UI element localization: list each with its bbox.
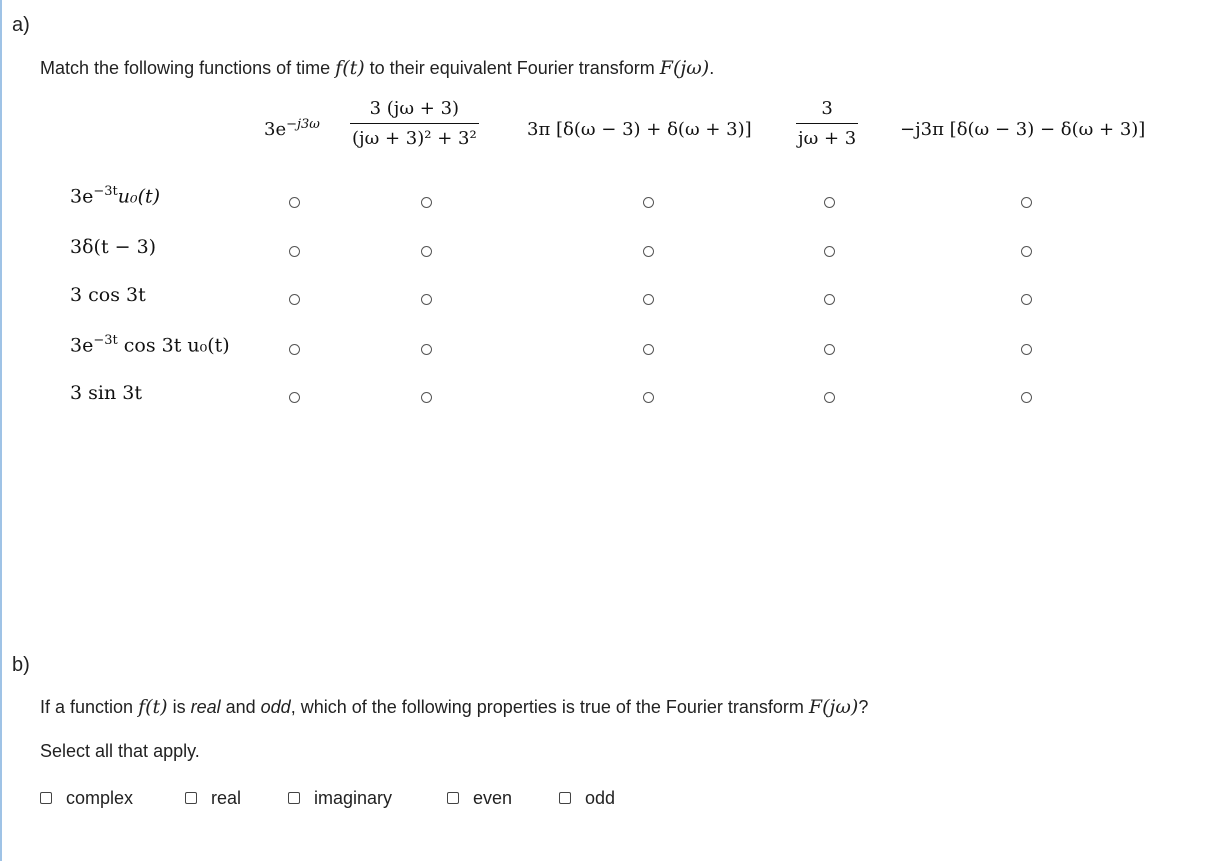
- column-header-4: [796, 98, 858, 149]
- q-is: is: [167, 697, 191, 717]
- q-rest: , which of the following properties is true of the Fourier transform: [290, 697, 809, 717]
- option-real[interactable]: [185, 787, 241, 809]
- q-Fjw: F(jω): [808, 696, 859, 718]
- radio-row4-col4[interactable]: [824, 344, 835, 355]
- prompt-middle: to their equivalent Fourier transform: [364, 58, 660, 78]
- radio-row4-col1[interactable]: [289, 344, 300, 355]
- prompt-prefix: Match the following functions of time: [40, 58, 336, 78]
- radio-row2-col4[interactable]: [824, 246, 835, 257]
- complex-label: complex: [66, 787, 134, 808]
- r4-base: 3e: [70, 334, 94, 357]
- row-label-1: [70, 184, 160, 207]
- part-a-prompt: [40, 57, 714, 79]
- q-end: ?: [858, 697, 869, 717]
- radio-row1-col4[interactable]: [824, 197, 835, 208]
- row-label-3: 3 cos 3t: [70, 284, 146, 306]
- radio-row4-col3[interactable]: [643, 344, 654, 355]
- radio-row5-col4[interactable]: [824, 392, 835, 403]
- option-even[interactable]: [447, 787, 512, 809]
- c4-fraction: [796, 98, 858, 149]
- c2-numerator: 3 (jω + 3): [369, 98, 460, 119]
- radio-row5-col2[interactable]: [421, 392, 432, 403]
- even-label: even: [473, 787, 513, 808]
- part-b-question: [40, 696, 868, 718]
- column-header-5: −j3π [δ(ω − 3) − δ(ω + 3)]: [900, 119, 1146, 140]
- radio-row1-col2[interactable]: [421, 197, 432, 208]
- odd-checkbox[interactable]: [559, 792, 571, 804]
- radio-row4-col5[interactable]: [1021, 344, 1032, 355]
- part-a-label: a): [12, 14, 30, 36]
- radio-row5-col1[interactable]: [289, 392, 300, 403]
- r4-tail: cos 3t u₀(t): [117, 334, 230, 357]
- column-header-3: 3π [δ(ω − 3) + δ(ω + 3)]: [527, 119, 752, 140]
- radio-row3-col3[interactable]: [643, 294, 654, 305]
- real-checkbox[interactable]: [185, 792, 197, 804]
- radio-row3-col2[interactable]: [421, 294, 432, 305]
- q-prefix: If a function: [40, 697, 139, 717]
- column-header-1: [264, 117, 320, 140]
- complex-checkbox[interactable]: [40, 792, 52, 804]
- c1-exp: −j3ω: [286, 117, 320, 132]
- c4-denominator: jω + 3: [796, 123, 858, 149]
- left-accent-bar: [0, 0, 2, 861]
- radio-row2-col1[interactable]: [289, 246, 300, 257]
- column-header-2: [350, 98, 479, 149]
- c4-numerator: 3: [821, 98, 833, 119]
- imaginary-label: imaginary: [314, 787, 393, 808]
- q-odd: odd: [260, 697, 291, 717]
- even-checkbox[interactable]: [447, 792, 459, 804]
- radio-row1-col3[interactable]: [643, 197, 654, 208]
- c2-denominator: (jω + 3)² + 3²: [350, 123, 479, 149]
- prompt-ft: f(t): [335, 57, 365, 79]
- radio-row2-col2[interactable]: [421, 246, 432, 257]
- q-real: real: [190, 697, 221, 717]
- row-label-5: 3 sin 3t: [70, 382, 142, 404]
- real-label: real: [211, 787, 242, 808]
- r1-base: 3e: [70, 185, 94, 208]
- radio-row5-col5[interactable]: [1021, 392, 1032, 403]
- option-complex[interactable]: [40, 787, 133, 809]
- c2-fraction: [350, 98, 479, 149]
- r1-tail: u₀(t): [117, 185, 161, 208]
- q-ft: f(t): [138, 696, 168, 718]
- radio-row1-col5[interactable]: [1021, 197, 1032, 208]
- radio-row5-col3[interactable]: [643, 392, 654, 403]
- r1-exp: −3t: [93, 184, 118, 199]
- r4-exp: −3t: [93, 333, 118, 348]
- q-and: and: [220, 697, 261, 717]
- option-odd[interactable]: [559, 787, 615, 809]
- radio-row1-col1[interactable]: [289, 197, 300, 208]
- select-all-instruction: Select all that apply.: [40, 741, 200, 761]
- prompt-Fjw: F(jω): [659, 57, 710, 79]
- c1-base: 3e: [264, 119, 287, 140]
- radio-row4-col2[interactable]: [421, 344, 432, 355]
- imaginary-checkbox[interactable]: [288, 792, 300, 804]
- part-b-label: b): [12, 654, 30, 676]
- prompt-end: .: [709, 58, 715, 78]
- radio-row3-col5[interactable]: [1021, 294, 1032, 305]
- row-label-4: [70, 333, 230, 356]
- radio-row2-col3[interactable]: [643, 246, 654, 257]
- radio-row2-col5[interactable]: [1021, 246, 1032, 257]
- radio-row3-col1[interactable]: [289, 294, 300, 305]
- option-imaginary[interactable]: [288, 787, 392, 809]
- odd-label: odd: [585, 787, 616, 808]
- radio-row3-col4[interactable]: [824, 294, 835, 305]
- row-label-2: 3δ(t − 3): [70, 236, 157, 258]
